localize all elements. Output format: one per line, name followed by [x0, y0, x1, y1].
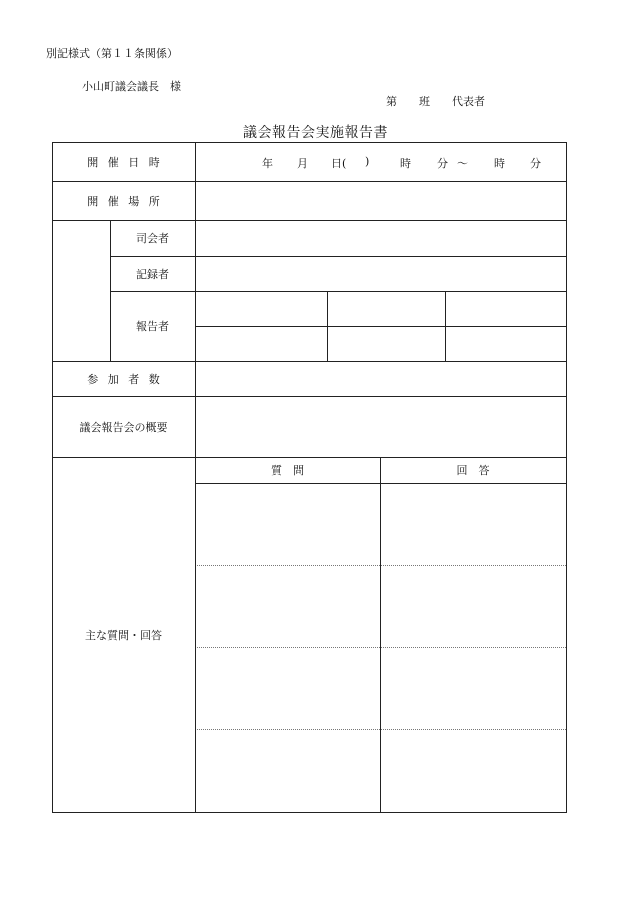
reporter-field[interactable] — [196, 292, 327, 325]
reporter-field[interactable] — [328, 327, 445, 360]
datetime-label: 開 催 日 時 — [87, 155, 160, 169]
datetime-tilde: ～ — [457, 157, 468, 170]
reporter-label: 報告者 — [136, 320, 169, 333]
mc-field[interactable] — [196, 221, 565, 255]
datetime-minute-start: 分 — [437, 157, 448, 170]
answer-field[interactable] — [381, 730, 565, 811]
answer-header: 回 答 — [456, 464, 490, 477]
reporter-field[interactable] — [446, 292, 565, 325]
mc-label: 司会者 — [136, 232, 169, 245]
datetime-weekday-close: ) — [365, 155, 370, 168]
reporter-field[interactable] — [446, 327, 565, 360]
qa-label: 主な質問・回答 — [85, 628, 162, 642]
datetime-hour-end: 時 — [494, 157, 505, 170]
document-title: 議会報告会実施報告書 — [243, 125, 388, 141]
participants-label: 参 加 者 数 — [87, 372, 160, 386]
datetime-year: 年 — [262, 157, 273, 170]
question-field[interactable] — [196, 648, 379, 728]
summary-label: 議会報告会の概要 — [79, 420, 168, 434]
recorder-label: 記録者 — [136, 267, 169, 281]
addressee: 小山町議会議長 様 — [82, 80, 181, 93]
question-field[interactable] — [196, 484, 379, 564]
answer-field[interactable] — [381, 648, 565, 728]
datetime-day: 日( — [331, 157, 347, 170]
participants-field[interactable] — [196, 362, 565, 395]
question-field[interactable] — [196, 566, 379, 646]
question-field[interactable] — [196, 730, 379, 811]
group-representative-label: 第 班 代表者 — [386, 95, 485, 108]
reporter-field[interactable] — [196, 327, 327, 360]
venue-field[interactable] — [196, 182, 565, 219]
reporter-field[interactable] — [328, 292, 445, 325]
form-reference: 別記様式（第１１条関係） — [46, 47, 178, 60]
datetime-month: 月 — [297, 157, 308, 170]
venue-label: 開 催 場 所 — [87, 194, 160, 208]
recorder-field[interactable] — [196, 257, 565, 290]
datetime-hour-start: 時 — [400, 157, 411, 170]
answer-field[interactable] — [381, 566, 565, 646]
summary-field[interactable] — [196, 397, 565, 456]
answer-field[interactable] — [381, 484, 565, 564]
datetime-minute-end: 分 — [530, 157, 541, 170]
question-header: 質 問 — [271, 464, 304, 477]
